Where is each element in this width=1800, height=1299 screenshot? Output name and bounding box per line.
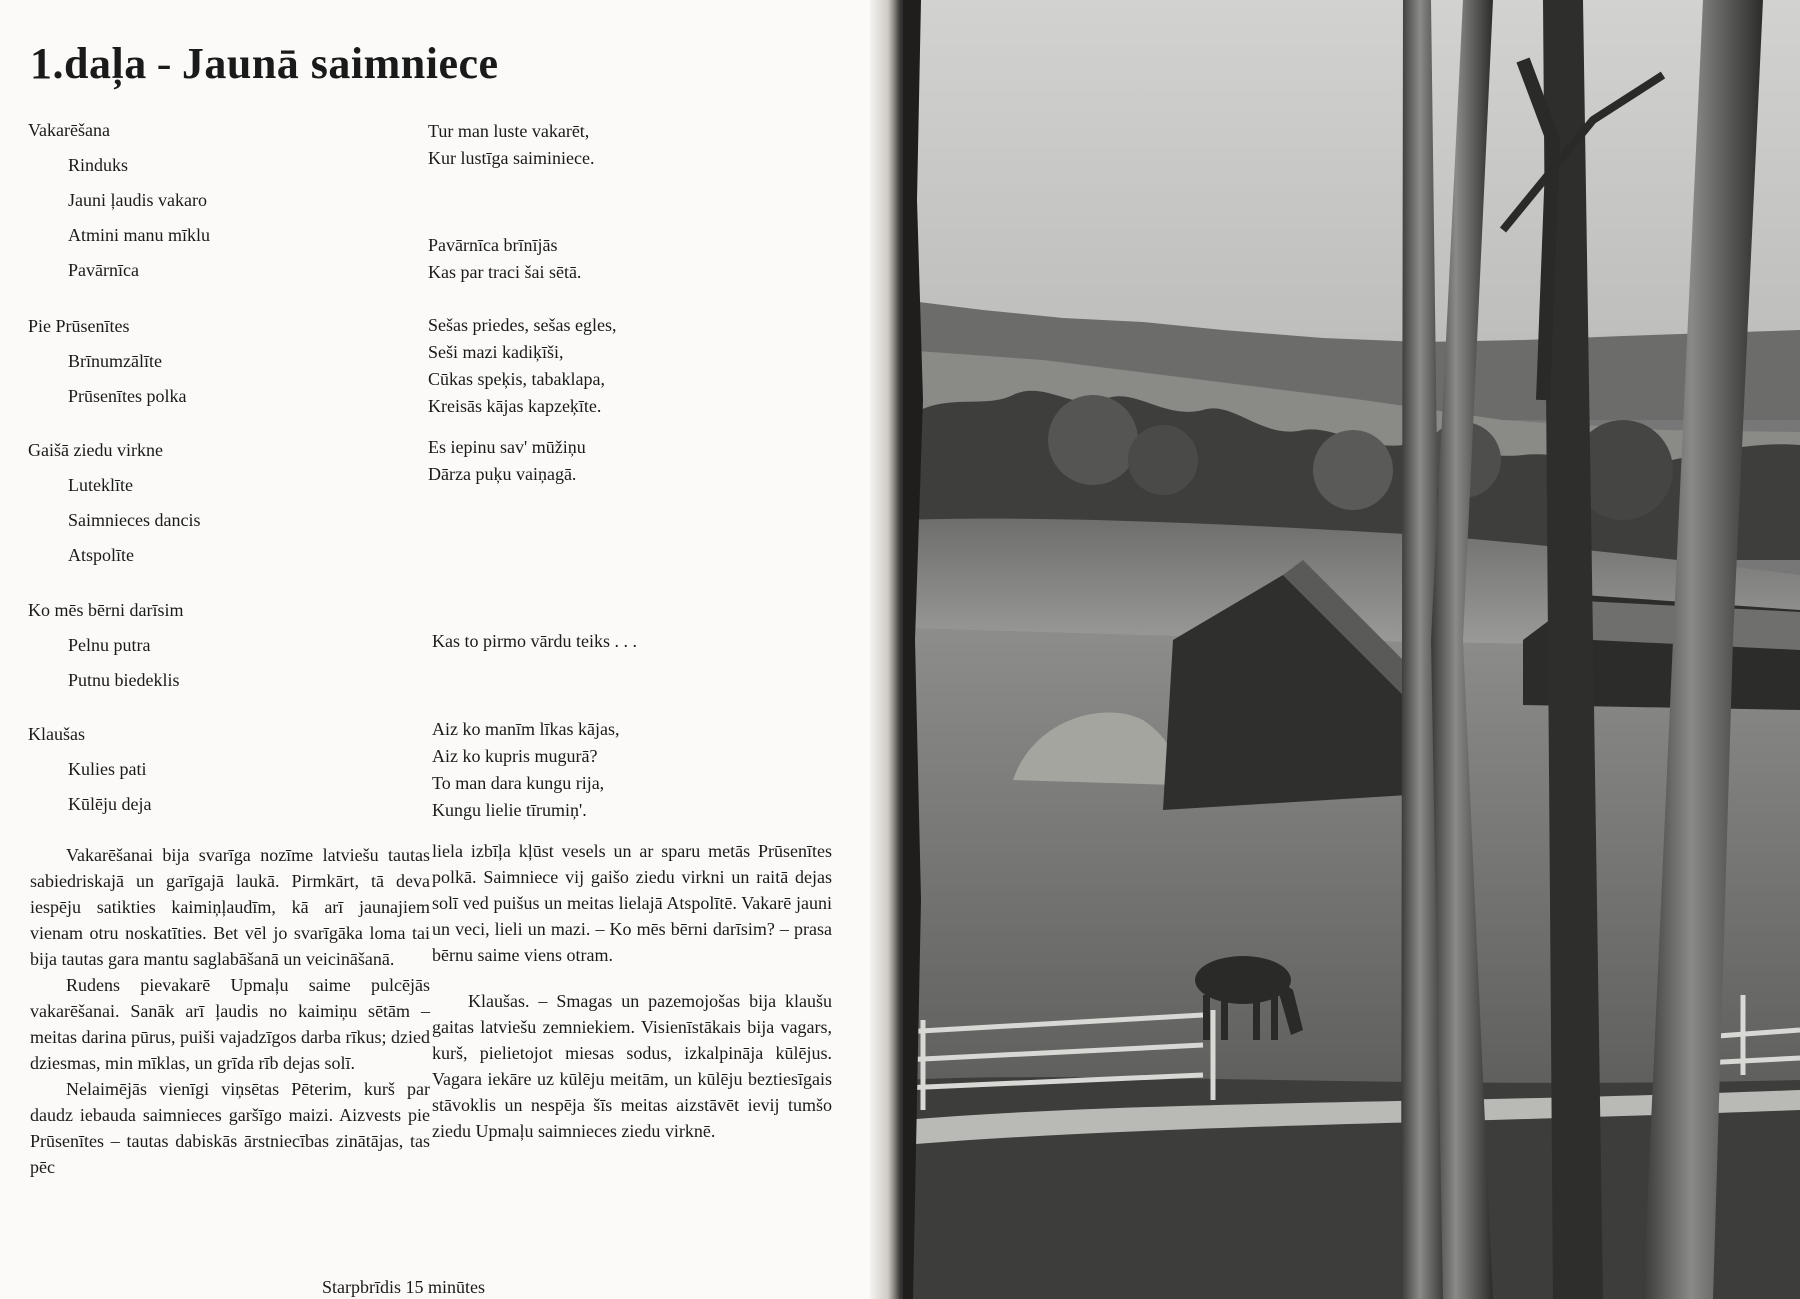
lyric-stanza <box>428 232 788 286</box>
program-group <box>28 118 210 282</box>
title-name: Jaunā saimniece <box>181 39 499 88</box>
program-group <box>28 314 187 408</box>
program-item: Jauni ļaudis vakaro <box>68 190 207 210</box>
program-item: Pelnu putra <box>68 635 151 655</box>
program-item: Brīnumzālīte <box>68 351 162 371</box>
lyric-line: Dārza puķu vaiņagā. <box>428 464 577 484</box>
lyric-line: Aiz ko kupris mugurā? <box>432 746 598 766</box>
lyric-line: Cūkas speķis, tabaklapa, <box>428 369 605 389</box>
prose-paragraph: Klaušas. – Smagas un pazemojošas bija klaušu gaitas latviešu zemniekiem. Visienīstākais bija vagars, kurš, pielietojot miesas sodus, izkalpināja kūlējus. Vagara iekāre uz kūlēju meitām, un kūlēju beztiesīgais stāvoklis un nespēja šīs meitas aizstāvēt ievij tumšo ziedu Upmaļu saimnieces ziedu virknē. <box>432 991 832 1141</box>
lyric-stanza <box>428 312 788 420</box>
lyric-line: Kas par traci šai sētā. <box>428 262 582 282</box>
program-group-title: Pie Prūsenītes <box>28 316 130 336</box>
program-group-title: Gaišā ziedu virkne <box>28 440 163 460</box>
lyric-line: Aiz ko manīm līkas kājas, <box>432 719 620 739</box>
program-group-title: Klaušas <box>28 724 85 744</box>
program-item: Pavārnīca <box>68 260 139 280</box>
program-item: Atspolīte <box>68 545 134 565</box>
title-part: daļa <box>64 39 147 88</box>
lyric-stanza <box>428 434 788 488</box>
program-group <box>28 438 200 567</box>
page-title <box>30 38 499 89</box>
prose-column-left <box>30 842 430 1180</box>
lyric-line: Pavārnīca brīnījās <box>428 235 558 255</box>
title-separator: - <box>156 39 172 88</box>
prose-paragraph: Nelaimējās vienīgi viņsētas Pēterim, kurš par daudz iebauda saimnieces garšīgo maizi. Aizvests pie Prūsenītes – tautas dabiskās ārstniecības zinātājas, tas pēc <box>30 1079 430 1177</box>
lyric-line: Tur man luste vakarēt, <box>428 121 590 141</box>
lyric-line: Seši mazi kadiķīši, <box>428 342 564 362</box>
lyric-line: Kreisās kājas kapzeķīte. <box>428 396 602 416</box>
program-group <box>28 722 151 816</box>
lyric-line: Sešas priedes, sešas egles, <box>428 315 617 335</box>
prose-paragraph: liela izbīļa kļūst vesels un ar sparu metās Prūsenītes polkā. Saimniece vij gaišo ziedu virkni un raitā dejas solī ved puišus un meitas lielajā Atspolītē. Vakarē jauni un veci, lieli un mazi. – Ko mēs bērni darīsim? – prasa bērnu saime viens otram. <box>432 841 832 965</box>
program-group <box>28 598 183 692</box>
lyric-line: Kur lustīga saiminiece. <box>428 148 595 168</box>
program-item: Atmini manu mīklu <box>68 225 210 245</box>
lyric-stanza <box>432 628 792 655</box>
program-group-title: Vakarēšana <box>28 120 110 140</box>
landscape-photo <box>903 0 1800 1299</box>
left-page <box>0 0 886 1299</box>
prose-column-right <box>432 838 832 1144</box>
program-item: Rinduks <box>68 155 129 175</box>
program-item: Prūsenītes polka <box>68 386 187 406</box>
lyric-stanza <box>432 716 792 824</box>
lyric-line: To man dara kungu rija, <box>432 773 605 793</box>
program-group-title: Ko mēs bērni darīsim <box>28 600 184 620</box>
intermission-note: Starpbrīdis 15 minūtes <box>322 1277 485 1297</box>
program-item: Luteklīte <box>68 475 133 495</box>
title-number: 1. <box>30 39 64 88</box>
lyric-stanza <box>428 118 788 172</box>
program-item: Saimnieces dancis <box>68 510 201 530</box>
program-item: Kūlēju deja <box>68 794 152 814</box>
prose-paragraph: Rudens pievakarē Upmaļu saime pulcējās vakarēšanai. Sanāk arī ļaudis no kaimiņu sētām – meitas darina pūrus, puiši vajadzīgos darba rīkus; dzied dziesmas, min mīklas, un grīda rīb dejas solī. <box>30 975 430 1073</box>
prose-paragraph: Vakarēšanai bija svarīga nozīme latviešu tautas sabiedriskajā un garīgajā laukā. Pirmkārt, tā deva iespēju satikties kaimiņļaudīm, kā arī jaunajiem vienam otru noskatīties. Bet vēl jo svarīgāka loma tai bija tautas gara mantu saglabāšanā un veicināšanā. <box>30 845 430 969</box>
program-item: Kulies pati <box>68 759 147 779</box>
lyric-line: Kas to pirmo vārdu teiks . . . <box>432 631 637 651</box>
lyric-line: Es iepinu sav' mūžiņu <box>428 437 586 457</box>
lyric-line: Kungu lielie tīrumiņ'. <box>432 800 587 820</box>
program-item: Putnu biedeklis <box>68 670 180 690</box>
